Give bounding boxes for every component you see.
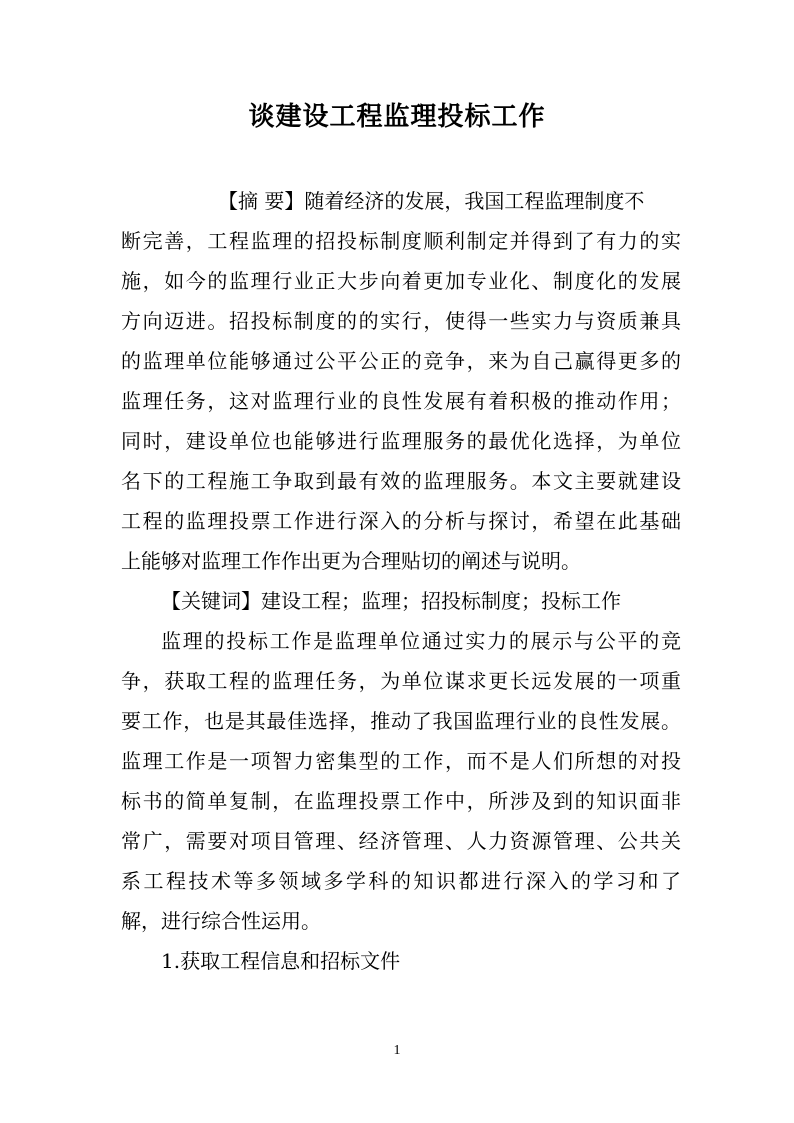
body-line: 标书的简单复制，在监理投票工作中，所涉及到的知识面非 <box>121 789 681 813</box>
body-line: 监理的投标工作是监理单位通过实力的展示与公平的竞 <box>161 629 681 653</box>
abstract-line: 【摘 要】随着经济的发展，我国工程监理制度不 <box>218 189 645 213</box>
abstract-line: 施，如今的监理行业正大步向着更加专业化、制度化的发展 <box>121 269 681 293</box>
body-line: 争，获取工程的监理任务，为单位谋求更长远发展的一项重 <box>121 669 681 693</box>
body-line: 系工程技术等多领域多学科的知识都进行深入的学习和了 <box>121 869 681 893</box>
document-title: 谈建设工程监理投标工作 <box>248 102 546 132</box>
abstract-line: 的监理单位能够通过公平公正的竞争，来为自己赢得更多的 <box>121 349 681 373</box>
abstract-line: 断完善，工程监理的招投标制度顺利制定并得到了有力的实 <box>121 229 681 253</box>
abstract-line: 工程的监理投票工作进行深入的分析与探讨，希望在此基础 <box>121 509 681 533</box>
abstract-line: 名下的工程施工争取到最有效的监理服务。本文主要就建设 <box>121 469 681 493</box>
abstract-line: 同时，建设单位也能够进行监理服务的最优化选择，为单位 <box>121 429 681 453</box>
abstract-line: 上能够对监理工作作出更为合理贴切的阐述与说明。 <box>121 549 581 573</box>
body-line: 常广，需要对项目管理、经济管理、人力资源管理、公共关 <box>121 829 681 853</box>
body-line: 要工作，也是其最佳选择，推动了我国监理行业的良性发展。 <box>121 709 681 733</box>
abstract-line: 方向迈进。招投标制度的的实行，使得一些实力与资质兼具 <box>121 309 681 333</box>
body-line: 监理工作是一项智力密集型的工作，而不是人们所想的对投 <box>121 749 681 773</box>
page-number: 1 <box>393 1043 401 1058</box>
abstract-line: 监理任务，这对监理行业的良性发展有着积极的推动作用； <box>121 389 681 413</box>
keywords: 【关键词】建设工程；监理；招投标制度；投标工作 <box>161 589 621 613</box>
section-heading: 1.获取工程信息和招标文件 <box>161 949 401 973</box>
body-line: 解，进行综合性运用。 <box>121 909 321 933</box>
